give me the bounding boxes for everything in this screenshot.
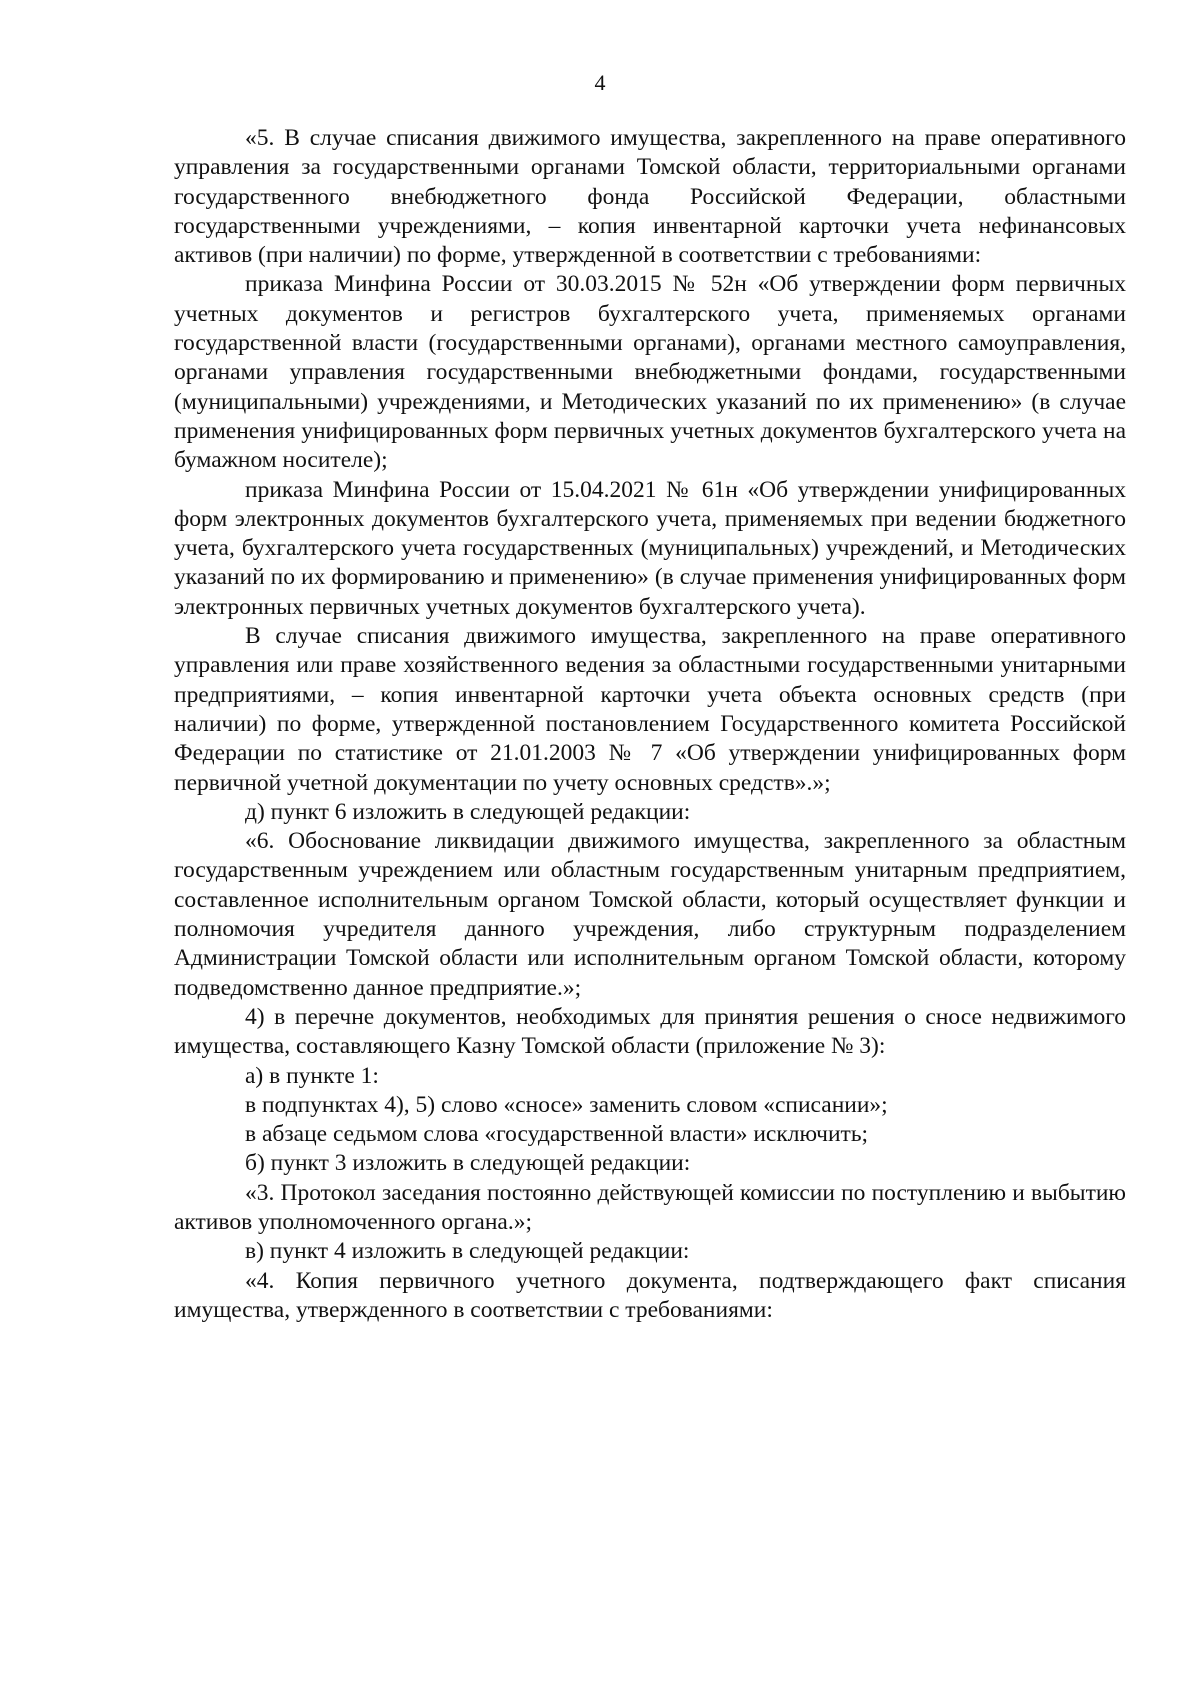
paragraph-subitem-a: а) в пункте 1:: [245, 1062, 379, 1089]
paragraph-subitem-v: в) пункт 4 изложить в следующей редакции:: [245, 1238, 690, 1265]
paragraph-list-4: 4) в перечне документов, необходимых для принятия решения о сносе недвижимого имущества, составляющего Казну Томской области (приложение № 3):: [174, 1003, 1126, 1060]
paragraph-subitem-b: б) пункт 3 изложить в следующей редакции:: [245, 1150, 691, 1177]
page-number: 4: [594, 70, 606, 95]
paragraph-item-6: «6. Обоснование ликвидации движимого имущества, закрепленного за областным государственным учреждением или областным государственным унитарным предприятием, составленное исполнительным органом Томской области, который осуществляет функции и полномочия учредителя данного учреждения, либо структурным подразделением Администрации Томской области или исполнительным органом Томской области, которому подведомственно данное предприятие.»;: [174, 828, 1126, 1001]
paragraph-item-4: «4. Копия первичного учетного документа, подтверждающего факт списания имущества, утвержденного в соответствии с требованиями:: [174, 1267, 1126, 1323]
paragraph-subpoints-4-5: в подпунктах 4), 5) слово «сносе» заменить словом «списании»;: [245, 1091, 888, 1118]
document-body: [174, 124, 1126, 1325]
paragraph-unitary-enterprises: В случае списания движимого имущества, закрепленного на праве оперативного управления или праве хозяйственного ведения за областными государственными унитарными предприятиями, – копия инвентарной карточки учета объекта основных средств (при наличии) по форме, утвержденной постановлением Государственного комитета Российской Федерации по статистике от 21.01.2003 № 7 «Об утверждении унифицированных форм первичной учетной документации по учету основных средств».»;: [174, 623, 1126, 796]
paragraph-item-5: «5. В случае списания движимого имущества, закрепленного на праве оперативного управления за государственными органами Томской области, территориальными органами государственного внебюджетного фонда Российской Федерации, областными государственными учреждениями, – копия инвентарной карточки учета нефинансовых активов (при наличии) по форме, утвержденной в соответствии с требованиями:: [174, 125, 1126, 269]
paragraph-order-61n: приказа Минфина России от 15.04.2021 № 61н «Об утверждении унифицированных форм электронных документов бухгалтерского учета, применяемых при ведении бюджетного учета, бухгалтерского учета государственных (муниципальных) учреждений, и Методических указаний по их формированию и применению» (в случае применения унифицированных форм электронных первичных учетных документов бухгалтерского учета).: [174, 476, 1126, 620]
paragraph-subitem-d: д) пункт 6 изложить в следующей редакции:: [245, 798, 691, 825]
paragraph-item-3: «3. Протокол заседания постоянно действующей комиссии по поступлению и выбытию активов уполномоченного органа.»;: [174, 1179, 1126, 1235]
paragraph-seventh-abzats: в абзаце седьмом слова «государственной власти» исключить;: [245, 1121, 869, 1148]
paragraph-order-52n: приказа Минфина России от 30.03.2015 № 52н «Об утверждении форм первичных учетных документов и регистров бухгалтерского учета, применяемых органами государственной власти (государственными органами), органами местного самоуправления, органами управления государственными внебюджетными фондами, государственными (муниципальными) учреждениями, и Методических указаний по их применению» (в случае применения унифицированных форм первичных учетных документов бухгалтерского учета на бумажном носителе);: [174, 271, 1126, 474]
